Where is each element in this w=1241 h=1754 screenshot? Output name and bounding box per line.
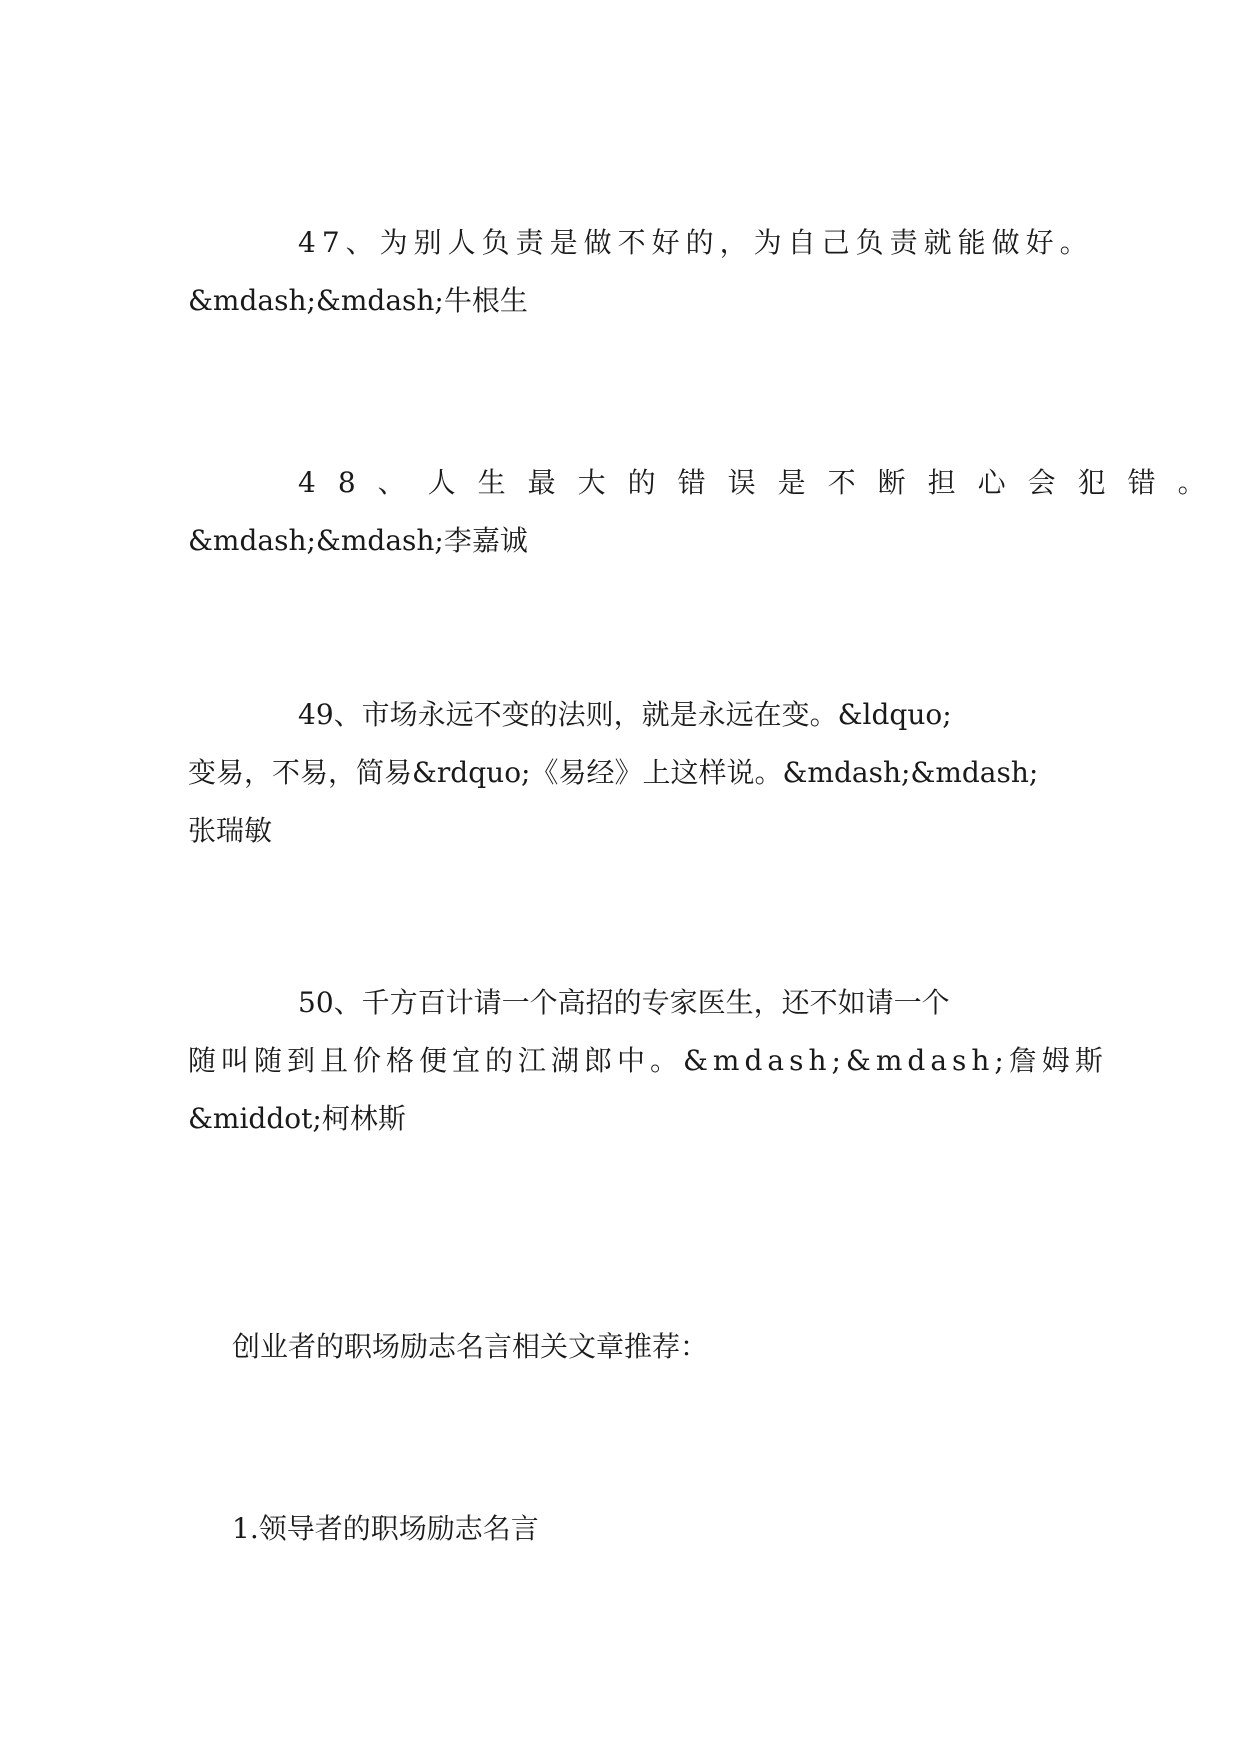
quote-47-attribution: &mdash;&mdash;牛根生: [188, 284, 528, 317]
quote-50-attribution: &middot;柯林斯: [188, 1102, 406, 1135]
quote-49-line-1: 49、市场永远不变的法则，就是永远在变。&ldquo;: [298, 698, 952, 731]
quote-47: [188, 214, 1094, 330]
related-articles-heading: 创业者的职场励志名言相关文章推荐：: [232, 1330, 709, 1363]
quote-49: [188, 686, 1048, 860]
quote-48: [188, 454, 1228, 570]
quote-47-line-1: 47、为别人负责是做不好的，为自己负责就能做好。: [298, 226, 1094, 259]
related-article-link[interactable]: 1.领导者的职场励志名言: [232, 1512, 539, 1545]
quote-48-attribution: &mdash;&mdash;李嘉诚: [188, 524, 528, 557]
quote-50-line-1: 50、千方百计请一个高招的专家医生，还不如请一个: [298, 986, 950, 1019]
quote-49-line-2: 变易，不易，简易&rdquo;《易经》上这样说。&mdash;&mdash;: [188, 756, 1039, 789]
quote-50: [188, 974, 1108, 1148]
quote-48-line-1: 48、人生最大的错误是不断担心会犯错。: [298, 466, 1228, 499]
quote-50-line-2: 随叫随到且价格便宜的江湖郎中。&mdash;&mdash;詹姆斯: [188, 1044, 1108, 1077]
quote-49-attribution: 张瑞敏: [188, 814, 273, 847]
